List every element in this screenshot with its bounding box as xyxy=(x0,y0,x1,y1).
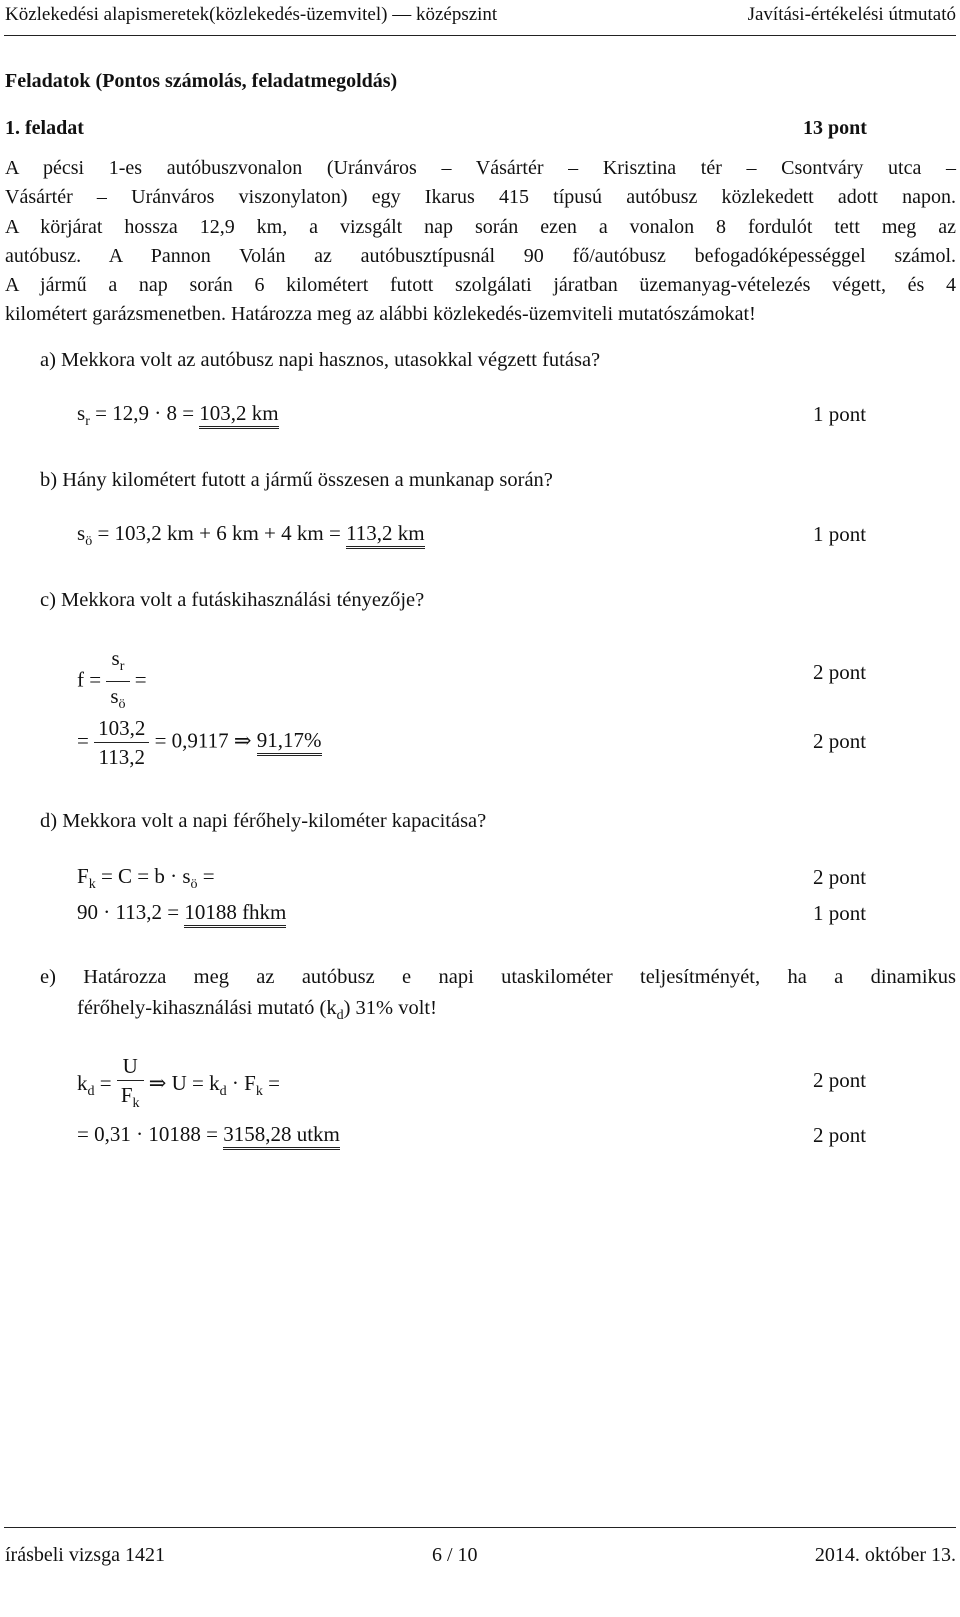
points-a: 1 pont xyxy=(813,402,867,426)
formula-c1 xyxy=(77,644,147,719)
symbol: F xyxy=(77,864,89,888)
points-e2: 2 pont xyxy=(813,1123,867,1147)
header-rule xyxy=(4,35,956,36)
points-b: 1 pont xyxy=(813,522,867,546)
task-line: kilométert garázsmenetben. Határozza meg az alábbi közlekedés-üzemviteli mutatószámokat! xyxy=(5,303,756,326)
fraction xyxy=(106,644,129,719)
question-text: ) 31% volt! xyxy=(343,997,437,1019)
numerator: U xyxy=(117,1052,144,1081)
result-e: 3158,28 utkm xyxy=(223,1122,340,1150)
fraction xyxy=(117,1052,144,1118)
symbol: k xyxy=(77,1070,88,1095)
formula-d2 xyxy=(77,900,286,925)
symbol: s xyxy=(77,521,86,545)
subscript: k xyxy=(88,877,96,893)
formula-a xyxy=(77,401,279,430)
equals: = xyxy=(77,728,89,753)
question-b: b) Hány kilométert futott a jármű összesen a munkanap során? xyxy=(40,469,553,491)
footer-left: írásbeli vizsga 1421 xyxy=(5,1544,165,1566)
denominator: 113,2 xyxy=(98,745,145,769)
formula-e1 xyxy=(77,1052,280,1118)
subscript: k xyxy=(255,1084,263,1100)
fraction xyxy=(94,714,149,771)
task-line: A pécsi 1-es autóbuszvonalon (Uránváros – Vásártér – Krisztina tér – Csontváry utca – xyxy=(5,157,956,179)
equals: = xyxy=(202,864,215,888)
question-e-line2 xyxy=(77,997,437,1024)
task-line: A körjárat hossza 12,9 km, a vizsgált nap során ezen a vonalon 8 fordulót tett meg az xyxy=(5,215,956,238)
subscript: ö xyxy=(118,697,126,713)
equals: = xyxy=(134,667,147,692)
numerator: s xyxy=(111,646,120,670)
numerator: 103,2 xyxy=(94,714,149,743)
points-d2: 1 pont xyxy=(813,901,867,925)
denominator: s xyxy=(110,684,119,709)
expression: 90 · 113,2 = xyxy=(77,900,180,924)
footer-date: 2014. október 13. xyxy=(814,1544,956,1566)
expression: = 103,2 km + 6 km + 4 km = xyxy=(97,521,341,545)
result-d: 10188 fhkm xyxy=(184,900,286,928)
question-a: a) Mekkora volt az autóbusz napi hasznos, utasokkal végzett futása? xyxy=(40,349,601,371)
footer-rule xyxy=(4,1527,956,1528)
header-left: Közlekedési alapismeretek(közlekedés-üzemvitel) — középszint xyxy=(5,4,498,25)
header-right: Javítási-értékelési útmutató xyxy=(747,4,956,25)
expression: = C = b · s xyxy=(100,864,191,888)
symbol: s xyxy=(77,401,86,425)
expression: = 0,9117 ⇒ xyxy=(154,728,252,753)
result-c: 91,17% xyxy=(257,728,322,756)
lhs: f = xyxy=(77,667,102,692)
subscript: d xyxy=(219,1084,227,1100)
subscript: d xyxy=(336,1008,344,1024)
task-line: A jármű a nap során 6 kilométert futott szolgálati járatban üzemanyag-vételezés végett, és 4 xyxy=(5,274,956,297)
points-c1: 2 pont xyxy=(813,660,867,684)
question-e-line1 xyxy=(40,966,956,989)
task-line: autóbusz. A Pannon Volán az autóbusztípusnál 90 fő/autóbusz befogadóképességgel számol. xyxy=(5,244,956,267)
equals: = xyxy=(99,1070,112,1095)
expression: = 0,31 · 10188 = xyxy=(77,1122,218,1146)
formula-b xyxy=(77,521,425,550)
result-b: 113,2 km xyxy=(346,521,425,549)
result-a: 103,2 km xyxy=(199,401,278,429)
task-line: Vásártér – Uránváros viszonylaton) egy Ikarus 415 típusú autóbusz közlekedett adott napon. xyxy=(5,186,956,209)
question-c: c) Mekkora volt a futáskihasználási tényezője? xyxy=(40,589,425,611)
task-points: 13 pont xyxy=(803,117,867,139)
formula-c2 xyxy=(77,714,322,771)
question-text: férőhely-kihasználási mutató (k xyxy=(77,997,337,1019)
expression: · F xyxy=(231,1070,256,1095)
page-number: 6 / 10 xyxy=(432,1544,478,1566)
question-text: e) Határozza meg az autóbusz e napi utaskilométer teljesítményét, ha a dinamikus xyxy=(40,966,956,988)
points-c2: 2 pont xyxy=(813,729,867,753)
subscript: ö xyxy=(190,877,198,893)
points-e1: 2 pont xyxy=(813,1068,867,1092)
denominator: F xyxy=(120,1083,133,1107)
subscript: d xyxy=(87,1084,95,1100)
equals: = xyxy=(268,1070,280,1095)
section-title: Feladatok (Pontos számolás, feladatmegoldás) xyxy=(5,70,398,92)
formula-e2 xyxy=(77,1122,340,1147)
points-d1: 2 pont xyxy=(813,865,867,889)
subscript: r xyxy=(119,659,125,675)
subscript: ö xyxy=(85,534,93,550)
question-d: d) Mekkora volt a napi férőhely-kilométer kapacitása? xyxy=(40,810,487,832)
formula-d1 xyxy=(77,864,215,893)
expression: = 12,9 · 8 = xyxy=(95,401,195,425)
subscript: k xyxy=(132,1096,140,1112)
task-label: 1. feladat xyxy=(5,117,84,139)
task-paragraph xyxy=(5,154,956,330)
subscript: r xyxy=(85,414,90,430)
expression: ⇒ U = k xyxy=(148,1070,220,1095)
